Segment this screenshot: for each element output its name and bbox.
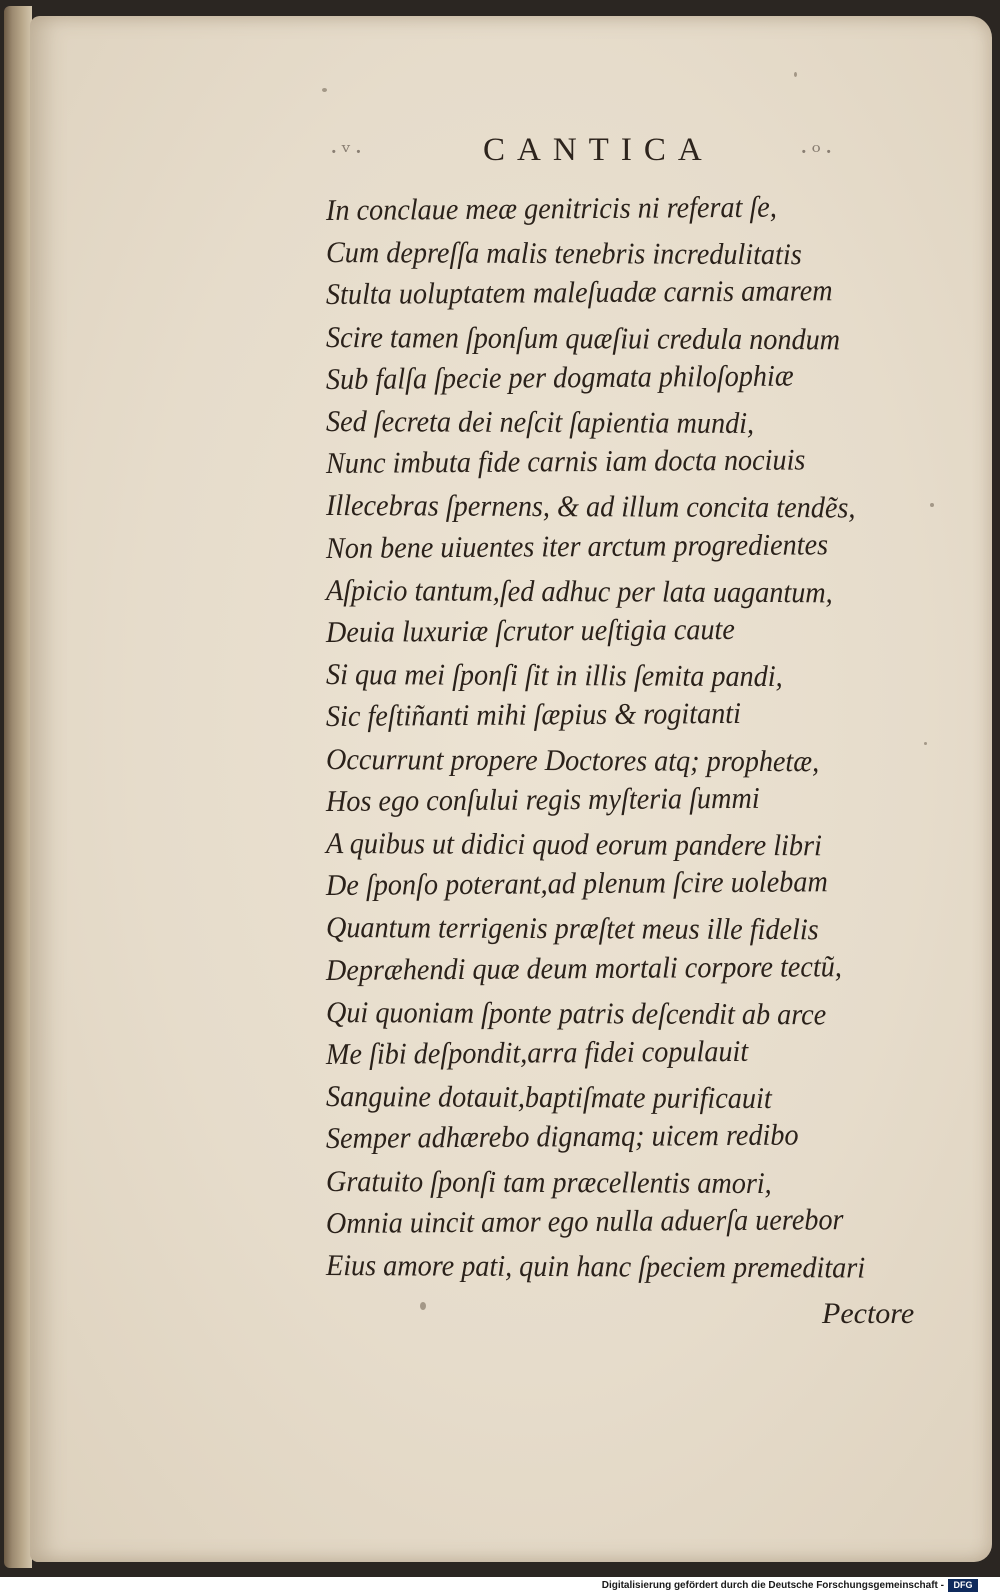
catchword: Pectore: [822, 1297, 915, 1330]
verse-line: Si qua mei ſponſi ſit in illis ſemita pandi,: [325, 658, 783, 694]
dfg-logo: DFG: [948, 1579, 978, 1592]
verse-line: De ſponſo poterant,ad plenum ſcire uolebam: [325, 865, 828, 903]
verse-line: Deuia luxuriæ ſcrutor ueſtigia caute: [325, 612, 735, 650]
verse-line: Nunc imbuta fide carnis iam docta nociuis: [325, 443, 806, 481]
foxing-spot: [322, 88, 327, 92]
verse-line: A quibus ut didici quod eorum pandere libri: [325, 827, 822, 863]
verse-line: In conclaue meæ genitricis ni referat ſe,: [325, 190, 777, 227]
verse-line: Depræhendi quæ deum mortali corpore tectũ,: [325, 949, 842, 987]
verse-line: Non bene uiuentes iter arctum progredientes: [325, 527, 829, 565]
verse-line: Quantum terrigenis præſtet meus ille fidelis: [325, 911, 819, 947]
foxing-spot: [420, 1302, 426, 1310]
head-ornament-right: ·ᵒ·: [800, 138, 837, 166]
verse-line: Omnia uincit amor ego nulla aduerſa uerebor: [325, 1203, 844, 1240]
verse-line: Sanguine dotauit,baptiſmate purificauit: [325, 1080, 772, 1116]
verse-line: Hos ego conſului regis myſteria ſummi: [325, 781, 760, 818]
verse-line: Eius amore pati, quin hanc ſpeciem premeditari: [325, 1249, 866, 1285]
verse-line: Qui quoniam ſponte patris deſcendit ab arce: [325, 995, 827, 1032]
running-head: CANTICA: [483, 132, 714, 168]
verse-line: Scire tamen ſponſum quæſiui credula nondum: [325, 320, 841, 356]
foxing-spot: [794, 72, 797, 77]
verse-line: Cum depreſſa malis tenebris incredulitatis: [325, 236, 802, 272]
verse-line: Sic feſtiñanti mihi ſæpius & rogitanti: [325, 697, 742, 734]
verse-line: Stulta uoluptatem maleſuadæ carnis amarem: [325, 274, 833, 312]
verse-line: Semper adhærebo dignamq; uicem redibo: [325, 1118, 799, 1156]
digitization-credit: Digitalisierung gefördert durch die Deutsche Forschungsgemeinschaft -: [601, 1580, 944, 1591]
verse-line: Me ſibi deſpondit,arra fidei copulauit: [325, 1034, 749, 1072]
verse-block: [326, 190, 936, 1287]
book-edge: [4, 6, 32, 1568]
verse-line: Sub falſa ſpecie per dogmata philoſophiæ: [325, 359, 794, 396]
verse-line: Sed ſecreta dei neſcit ſapientia mundi,: [325, 405, 755, 441]
verse-line: Illecebras ſpernens, & ad illum concita tendẽs,: [325, 489, 856, 525]
verse-line: Aſpicio tantum,ſed adhuc per lata uagantum,: [325, 573, 833, 610]
verse-line: Occurrunt propere Doctores atq; prophetæ,: [325, 742, 820, 778]
verse-line: Gratuito ſponſi tam præcellentis amori,: [325, 1164, 772, 1200]
head-ornament-left: ·ᵛ·: [330, 138, 367, 166]
